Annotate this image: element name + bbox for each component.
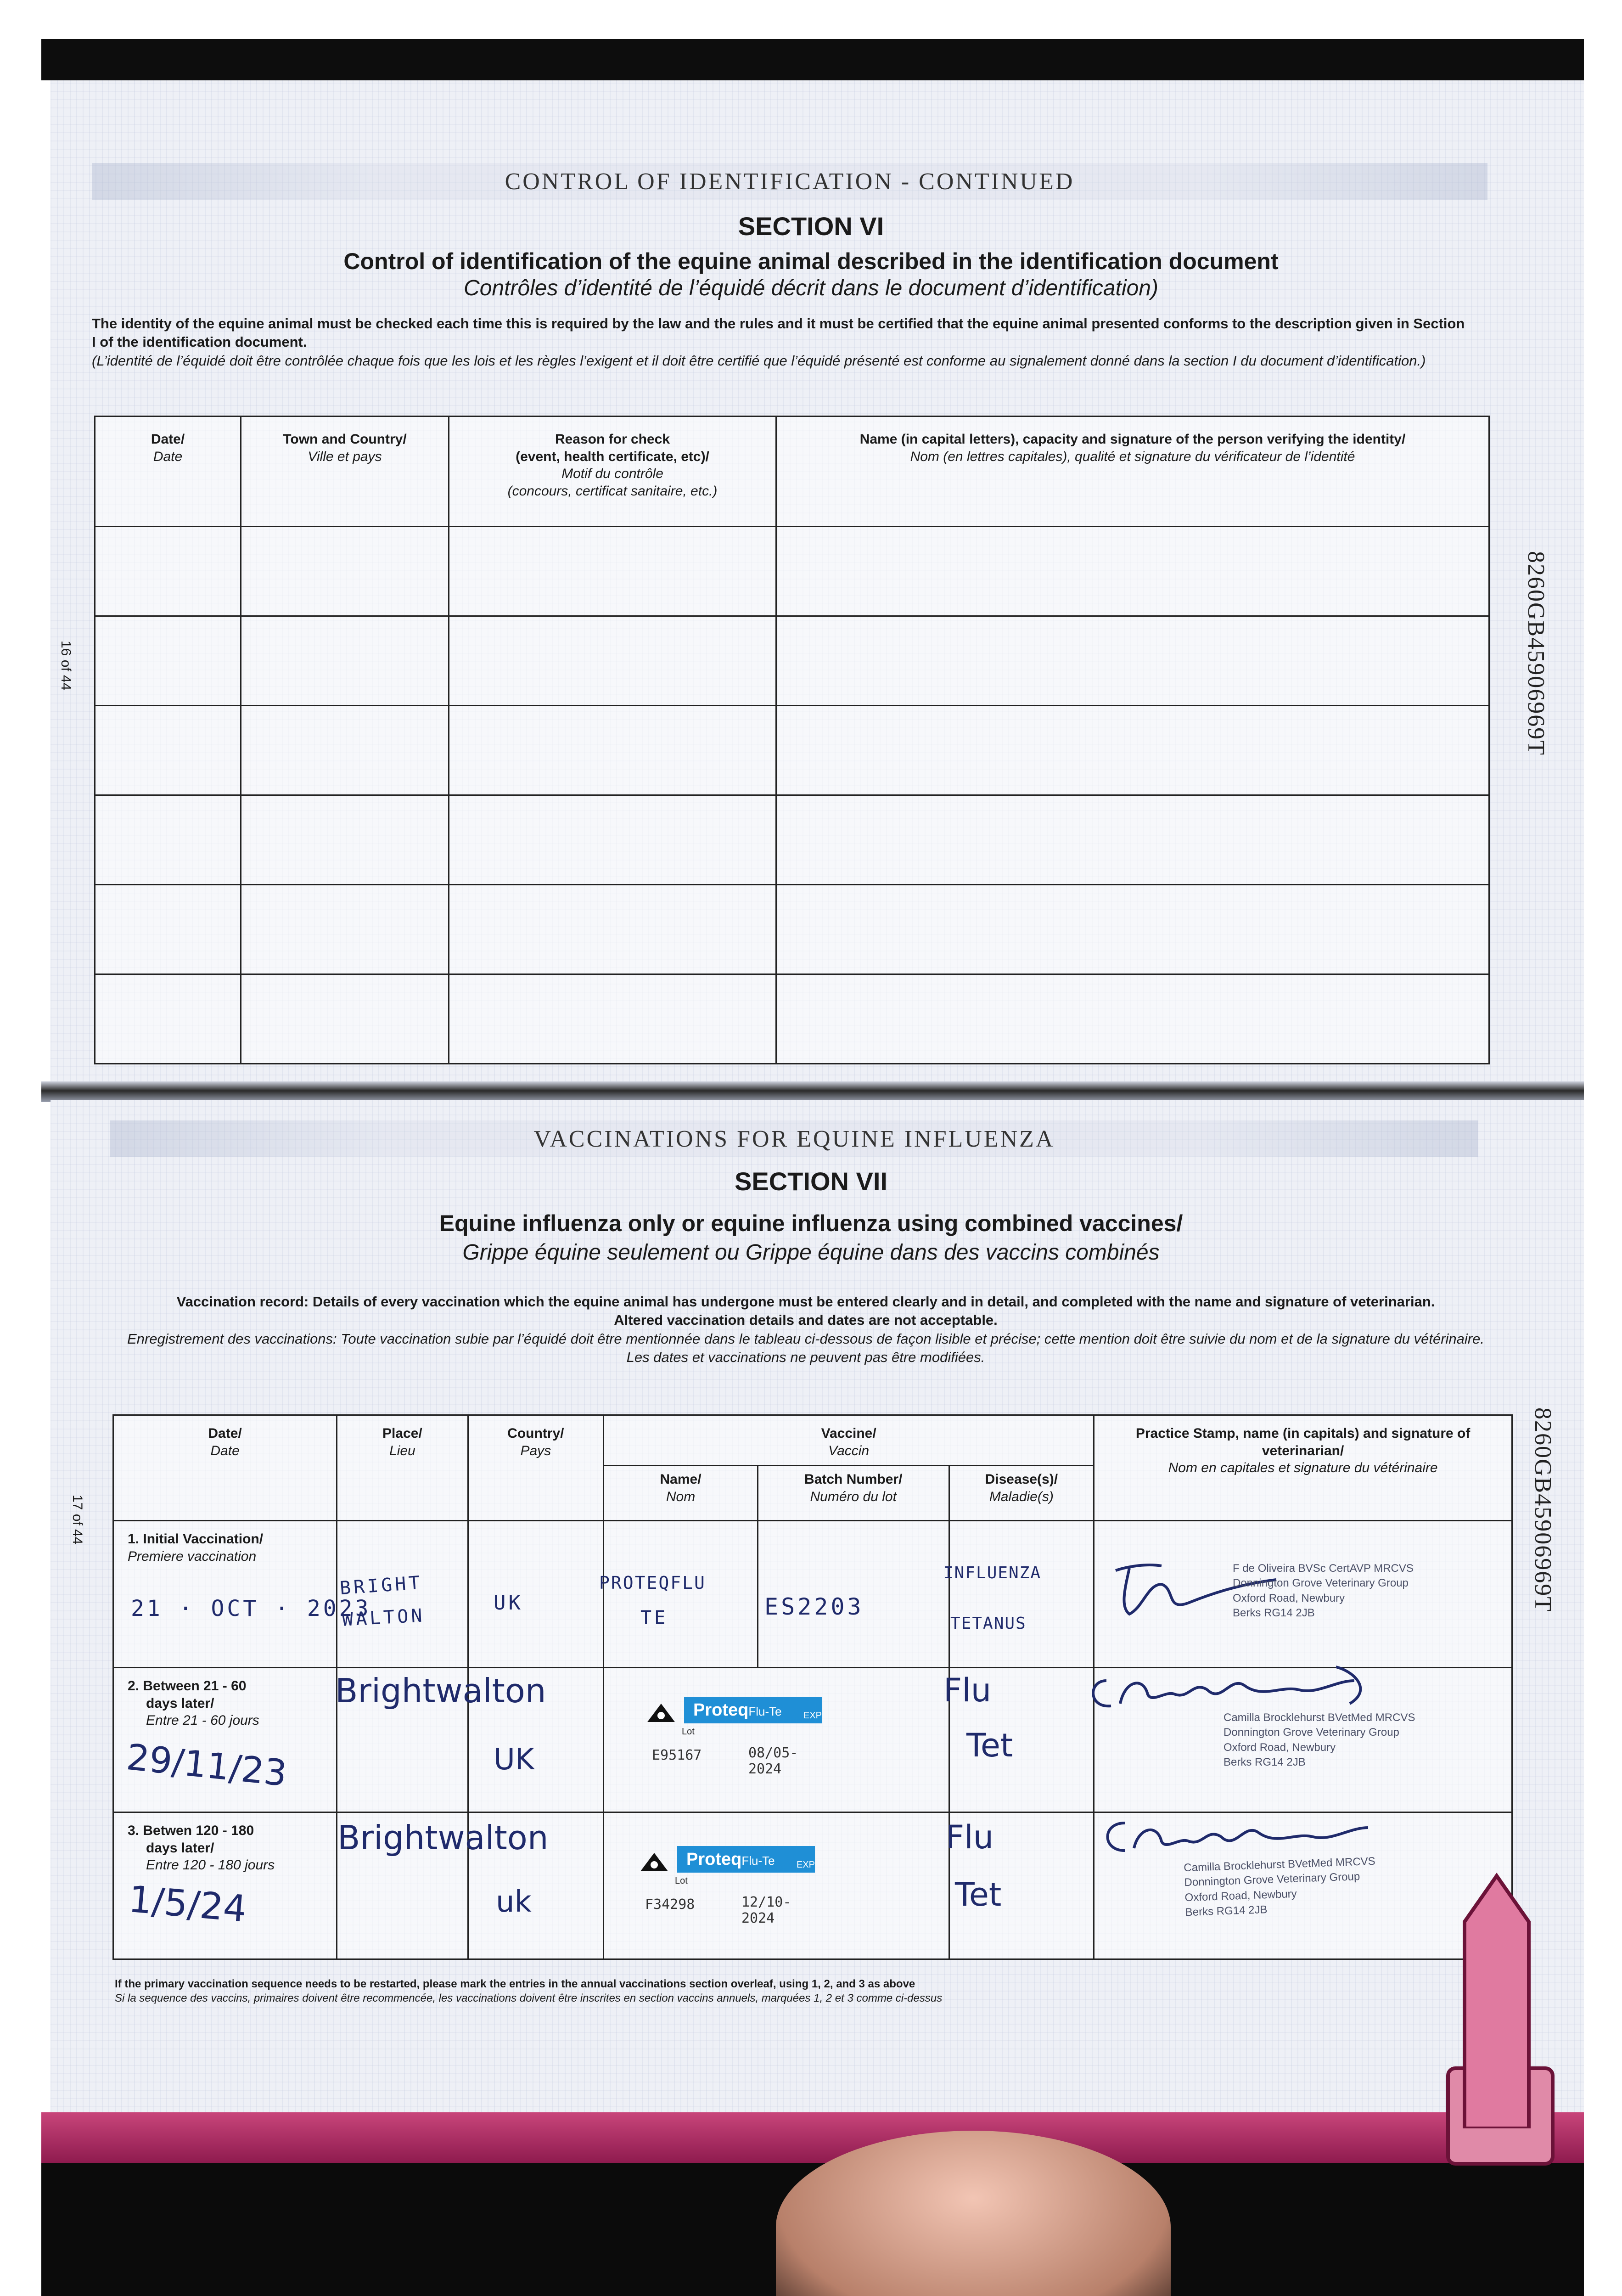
footnote-fr: Si la sequence des vaccins, primaires doivent être recommencée, les vaccinations doivent être inscrites en section vaccins annuels, marquées 1, 2 et 3 comme ci-dessus [115,1992,943,2005]
sticker-lot-label: Lot [682,1727,695,1737]
sticker-exp-label: EXP [797,1860,815,1870]
row3-disease-line2: Tet [955,1876,1002,1913]
row3-disease-line1: Flu [946,1818,994,1856]
table-row [95,706,1489,795]
section7-banner: VACCINATIONS FOR EQUINE INFLUENZA [110,1120,1478,1157]
cell-verifier[interactable] [776,706,1489,795]
row1-date: 21 · OCT · 2023 [131,1596,371,1621]
section6-intro-fr: (L’identité de l’équidé doit être contrôlée chaque fois que les lois et les règles l’exigent et il doit être certifié que l’équidé présenté est conforme au signalement donné dans la section I du document d’identification.) [92,352,1426,369]
section6-subtitle-en: Control of identification of the equine animal described in the identification document [343,248,1279,274]
row2-country: UK [494,1743,534,1777]
row1-disease-line2: TETANUS [950,1614,1027,1633]
row2-batch: E95167 [652,1747,702,1763]
page-number-16: 16 of 44 [58,641,73,691]
section7-title: SECTION VII [735,1167,887,1196]
sticker-lot-label: Lot [675,1876,688,1886]
row2-vaccine-sticker [634,1683,826,1777]
table-row [95,795,1489,885]
section7-intro [119,1293,1492,1367]
col-header-disease: Disease(s)/ Maladie(s) [949,1466,1094,1521]
proteq-logo-icon [636,1848,673,1876]
row3-place: Brightwalton [337,1818,549,1857]
row2-disease-line2: Tet [966,1727,1013,1764]
passport-spine [41,1081,1584,1102]
scan-border-top [41,39,1584,80]
section6-title: SECTION VI [738,212,884,241]
cell-date[interactable] [95,706,241,795]
col-header-verifier: Name (in capital letters), capacity and signature of the person verifying the identity/ Nom (en lettres capitales), qualité et signature du vérificateur de l’identité [776,416,1489,527]
col-header-place: Place/ Lieu [337,1415,468,1521]
col-header-vaccine-name: Name/ Nom [604,1466,758,1521]
row3-expiry: 12/10-2024 [741,1894,791,1926]
col-header-date: Date/ Date [95,416,241,527]
col-header-reason: Reason for check (event, health certificate, etc)/ Motif du contrôle (concours, certificat sanitaire, etc.) [449,416,776,527]
row3-date: 1/5/24 [127,1877,249,1931]
row1-vaccine-line2: TE [640,1607,668,1628]
sticker-brand: ProteqFlu-Te [677,1846,815,1873]
row3-batch: F34298 [645,1896,695,1913]
section6-subtitle-fr: Contrôles d’identité de l’équidé décrit dans le document d’identification) [464,276,1158,300]
row-label: 3. Betwen 120 - 180 days later/ Entre 120 - 180 jours [113,1812,337,1959]
section7-intro-fr: Enregistrement des vaccinations: Toute vaccination subie par l’équidé doit être mentionnée dans le tableau ci-dessous de façon lisible et précise; cette mention doit être suivie du nom et de la signature du vétérinaire. Les dates et vaccinations ne peuvent pas être modifiées. [127,1330,1484,1365]
cell-country[interactable] [468,1521,604,1668]
ueln-number-p16: 8260GB45906969T [1523,551,1549,756]
cell-verifier[interactable] [776,527,1489,616]
bookmark-tab[interactable] [1455,1871,1538,2128]
sticker-brand: ProteqFlu-Te [684,1697,822,1723]
cell-town[interactable] [241,616,449,706]
cell-date[interactable] [95,527,241,616]
bookmark-arrow-icon [1455,1871,1538,2128]
ueln-number-p17: 8260GB45906969T [1530,1407,1556,1612]
row2-expiry: 08/05-2024 [748,1745,798,1777]
row2-disease-line1: Flu [943,1671,992,1709]
row1-place-line2: WALTON [341,1605,426,1631]
row1-disease-line1: INFLUENZA [943,1564,1042,1582]
row2-practice-stamp: Camilla Brocklehurst BVetMed MRCVS Donnington Grove Veterinary Group Oxford Road, Newbury Berks RG14 2JB [1224,1711,1415,1769]
col-header-stamp: Practice Stamp, name (in capitals) and signature of veterinarian/ Nom en capitales et signature du vétérinaire [1094,1415,1512,1521]
row-label: 2. Between 21 - 60 days later/ Entre 21 - 60 jours [113,1668,337,1812]
cell-date[interactable] [95,974,241,1064]
row1-vaccine-line1: PROTEQFLU [599,1573,706,1593]
table-row [95,974,1489,1064]
col-header-batch: Batch Number/ Numéro du lot [758,1466,949,1521]
row2-date: 29/11/23 [124,1736,289,1795]
cell-date[interactable] [95,885,241,974]
row2-place: Brightwalton [335,1671,546,1710]
cell-reason[interactable] [449,795,776,885]
cell-town[interactable] [241,527,449,616]
cell-town[interactable] [241,706,449,795]
cell-reason[interactable] [449,974,776,1064]
table-row [95,527,1489,616]
row1-place-line1: BRIGHT [339,1572,423,1599]
cell-verifier[interactable] [776,616,1489,706]
proteq-logo-icon [643,1699,679,1727]
row3-country: uk [496,1885,532,1919]
section7-intro-en-b: Altered vaccination details and dates are not acceptable. [614,1312,998,1328]
row-label: 1. Initial Vaccination/ Premiere vaccination [113,1521,337,1668]
row1-country: UK [494,1591,523,1615]
col-header-country: Country/ Pays [468,1415,604,1521]
row1-practice-stamp: F de Oliveira BVSc CertAVP MRCVS Donnington Grove Veterinary Group Oxford Road, Newbury Berks RG14 2JB [1233,1562,1414,1620]
row3-vaccine-sticker [627,1832,819,1926]
table-row [95,885,1489,974]
footnote-en: If the primary vaccination sequence needs to be restarted, please mark the entries in the annual vaccinations section overleaf, using 1, 2, and 3 as above [115,1978,915,1990]
passport-cover-edge [41,2112,1584,2163]
identity-check-table [94,416,1490,1064]
cell-vaccine-name[interactable] [604,1521,758,1668]
col-header-date: Date/ Date [113,1415,337,1521]
section6-banner: CONTROL OF IDENTIFICATION - CONTINUED [92,163,1487,200]
cell-reason[interactable] [449,527,776,616]
section6-intro-en: The identity of the equine animal must be checked each time this is required by the law and the rules and it must be certified that the equine animal presented conforms to the description given in Section I of the identification document. [92,315,1465,350]
row3-practice-stamp: Camilla Brocklehurst BVetMed MRCVS Donnington Grove Veterinary Group Oxford Road, Newbury Berks RG14 2JB [1183,1855,1376,1919]
col-header-vaccine: Vaccine/ Vaccin [604,1415,1094,1466]
cell-verifier[interactable] [776,974,1489,1064]
sticker-exp-label: EXP [803,1711,822,1721]
cell-town[interactable] [241,885,449,974]
section6-intro [92,315,1469,370]
page-number-17: 17 of 44 [70,1495,85,1545]
table-row [95,616,1489,706]
col-header-town-country: Town and Country/ Ville et pays [241,416,449,527]
section7-subtitle-en: Equine influenza only or equine influenza using combined vaccines/ [439,1210,1183,1236]
cell-reason[interactable] [449,885,776,974]
cell-disease[interactable] [949,1521,1094,1668]
cell-reason[interactable] [449,706,776,795]
section7-intro-en-a: Vaccination record: Details of every vaccination which the equine animal has undergone must be entered clearly and in detail, and completed with the name and signature of veterinarian. [176,1294,1435,1310]
cell-date[interactable] [95,616,241,706]
cell-reason[interactable] [449,616,776,706]
section7-footnote [115,1977,1469,2005]
row1-batch: ES2203 [764,1593,864,1620]
cell-town[interactable] [241,974,449,1064]
cell-town[interactable] [241,795,449,885]
section7-subtitle-fr: Grippe équine seulement ou Grippe équine dans des vaccins combinés [462,1240,1160,1265]
cell-verifier[interactable] [776,885,1489,974]
cell-verifier[interactable] [776,795,1489,885]
cell-date[interactable] [95,795,241,885]
